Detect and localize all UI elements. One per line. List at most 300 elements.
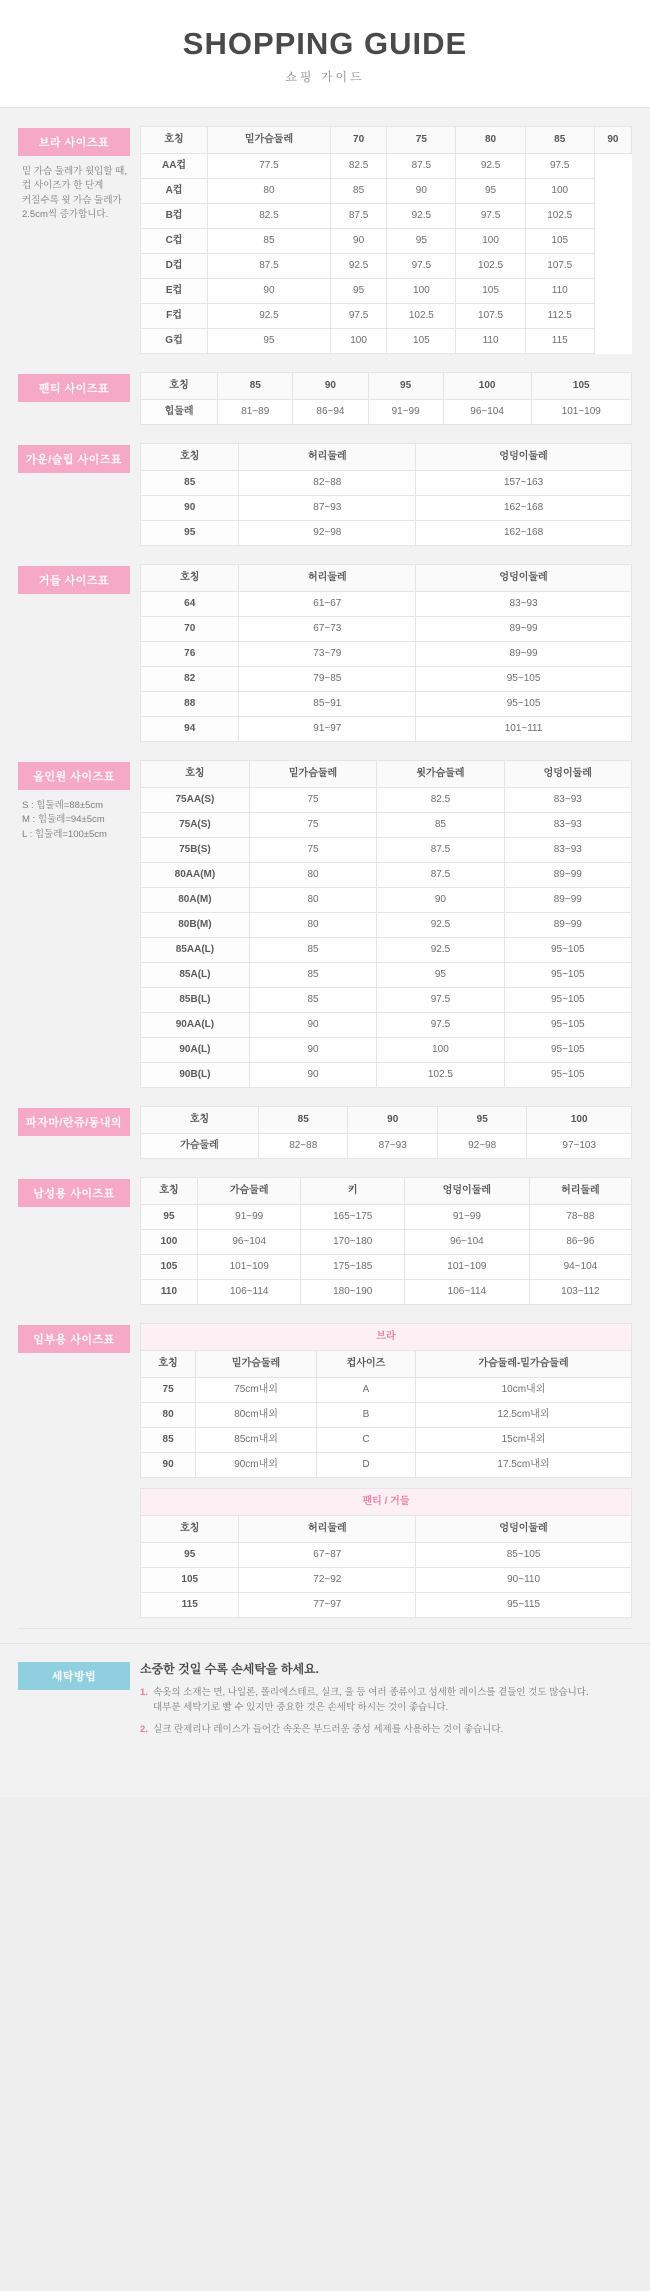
cell: 75A(S) [141, 813, 250, 838]
cell: 100 [525, 179, 594, 204]
cell: 105 [141, 1255, 198, 1280]
col-header: 호칭 [141, 1516, 239, 1543]
cell: 162~168 [416, 496, 632, 521]
cell: 90 [330, 229, 386, 254]
cell: 85 [249, 963, 376, 988]
cell: 75 [141, 1378, 196, 1403]
col-header: 90 [348, 1107, 437, 1134]
cell: 85 [208, 229, 331, 254]
section-label-wash: 세탁방법 [18, 1662, 130, 1690]
cell: 89~99 [504, 863, 631, 888]
cell: B컵 [141, 204, 208, 229]
cell: 95~105 [504, 988, 631, 1013]
cell: 90 [249, 1013, 376, 1038]
col-header: 밑가슴둘레 [196, 1351, 317, 1378]
col-header: 허리둘레 [239, 444, 416, 471]
col-header: 가슴둘레 [197, 1178, 301, 1205]
maternity-table-col [130, 1323, 632, 1618]
cell: 85 [141, 1428, 196, 1453]
cell: 77.5 [208, 154, 331, 179]
cell: 87~93 [239, 496, 416, 521]
cell: 97.5 [456, 204, 525, 229]
cell: 85~105 [416, 1543, 632, 1568]
col-header: 밑가슴둘레 [249, 761, 376, 788]
col-header: 70 [330, 127, 386, 154]
table-header-row [141, 1178, 632, 1205]
page-subtitle: 쇼핑 가이드 [285, 70, 365, 84]
section-pajama [0, 1098, 650, 1169]
bra-table-col [130, 126, 632, 354]
table-row [141, 788, 632, 813]
section-allinone [0, 752, 650, 1098]
men-table-col [130, 1177, 632, 1305]
bra-label-col [18, 126, 130, 222]
cell: 157~163 [416, 471, 632, 496]
table-row [141, 938, 632, 963]
col-header: 85 [218, 373, 293, 400]
cell: 101~109 [197, 1255, 301, 1280]
cell: 95 [141, 1205, 198, 1230]
section-men [0, 1169, 650, 1315]
cell: 83~93 [504, 813, 631, 838]
cell: 105 [387, 329, 456, 354]
cell: 107.5 [525, 254, 594, 279]
girdle-size-table [140, 564, 632, 742]
cell: E컵 [141, 279, 208, 304]
cell: 80AA(M) [141, 863, 250, 888]
page-title: SHOPPING GUIDE [182, 26, 468, 61]
cell: 87.5 [208, 254, 331, 279]
wash-item-line: 속옷의 소재는 면, 나일론, 폴리에스테르, 실크, 울 등 여러 종류이고 섬세한 레이스를 곁들인 것도 많습니다. [153, 1687, 589, 1698]
cell: 88 [141, 692, 239, 717]
col-header: 허리둘레 [529, 1178, 631, 1205]
panty-size-table [140, 372, 632, 425]
cell: 80 [249, 888, 376, 913]
table-row [141, 400, 632, 425]
section-wash [0, 1643, 650, 1767]
table-row [141, 229, 632, 254]
cell: 75cm내외 [196, 1378, 317, 1403]
cell: 86~94 [293, 400, 368, 425]
section-label-bra: 브라 사이즈표 [18, 128, 130, 156]
cell: 15cm내외 [415, 1428, 631, 1453]
cell: 80A(M) [141, 888, 250, 913]
cell: 17.5cm내외 [415, 1453, 631, 1478]
wash-item-line: 대부분 세탁기로 빨 수 있지만 중요한 것은 손세탁 하시는 것이 좋습니다. [153, 1702, 449, 1714]
col-header: 엉덩이둘레 [416, 565, 632, 592]
cell: 92.5 [377, 938, 504, 963]
cell: 91~99 [404, 1205, 529, 1230]
cell: 64 [141, 592, 239, 617]
cell: 90~110 [416, 1568, 632, 1593]
col-header: 호칭 [141, 127, 208, 154]
cell: 95 [208, 329, 331, 354]
cell: 170~180 [301, 1230, 405, 1255]
cell: 61~67 [239, 592, 416, 617]
table-row [141, 1453, 632, 1478]
cell: 90 [249, 1063, 376, 1088]
cell: 80 [249, 863, 376, 888]
girdle-table-body [141, 592, 632, 742]
table-row [141, 304, 632, 329]
cell: 85 [377, 813, 504, 838]
cell: 75AA(S) [141, 788, 250, 813]
col-header: 호칭 [141, 565, 239, 592]
cell: 106~114 [404, 1280, 529, 1305]
cell: 95~105 [504, 938, 631, 963]
cell: 94 [141, 717, 239, 742]
cell: 96~104 [197, 1230, 301, 1255]
cell: 90cm내외 [196, 1453, 317, 1478]
men-table-body [141, 1205, 632, 1305]
cell: 165~175 [301, 1205, 405, 1230]
col-header: 엉덩이둘레 [504, 761, 631, 788]
cell: 90 [141, 1453, 196, 1478]
men-label-col [18, 1177, 130, 1207]
cell: 가슴둘레 [141, 1134, 259, 1159]
cell: 91~99 [368, 400, 443, 425]
table-spacer [140, 1478, 632, 1488]
cell: 175~185 [301, 1255, 405, 1280]
cell: 101~109 [404, 1255, 529, 1280]
cell: 90 [249, 1038, 376, 1063]
col-header: 75 [387, 127, 456, 154]
col-header: 허리둘레 [239, 1516, 416, 1543]
cell: AA컵 [141, 154, 208, 179]
table-row [141, 617, 632, 642]
cell: F컵 [141, 304, 208, 329]
table-group-header-row [141, 1324, 632, 1351]
cell: 85 [330, 179, 386, 204]
bra-note-line-1: 밑 가슴 둘레가 윗입할 때, [22, 166, 127, 177]
table-row [141, 717, 632, 742]
cell: 90B(L) [141, 1063, 250, 1088]
table-header-row [141, 761, 632, 788]
cell: 80 [249, 913, 376, 938]
col-header: 100 [527, 1107, 632, 1134]
gown-table-col [130, 443, 632, 546]
allinone-table-body [141, 788, 632, 1088]
pajama-table-body [141, 1134, 632, 1159]
cell: 79~85 [239, 667, 416, 692]
table-row [141, 329, 632, 354]
cell: 95~115 [416, 1593, 632, 1618]
cell: 90 [377, 888, 504, 913]
cell: 82.5 [377, 788, 504, 813]
section-panty [0, 364, 650, 435]
cell: A [317, 1378, 416, 1403]
col-header: 밑가슴둘레 [208, 127, 331, 154]
col-header: 95 [368, 373, 443, 400]
cell: 105 [456, 279, 525, 304]
cell: 100 [141, 1230, 198, 1255]
cell: 95~105 [504, 963, 631, 988]
allinone-size-table [140, 760, 632, 1088]
cell: 76 [141, 642, 239, 667]
col-header: 호칭 [141, 1351, 196, 1378]
cell: 89~99 [504, 913, 631, 938]
table-row [141, 179, 632, 204]
table-header-row [141, 565, 632, 592]
table-row [141, 1038, 632, 1063]
cell: 106~114 [197, 1280, 301, 1305]
table-group-header-row [141, 1489, 632, 1516]
cell: 89~99 [504, 888, 631, 913]
cell: 95 [387, 229, 456, 254]
table-row [141, 838, 632, 863]
cell: 83~93 [416, 592, 632, 617]
section-maternity [0, 1315, 650, 1628]
allinone-table-col [130, 760, 632, 1088]
table-row [141, 154, 632, 179]
bra-note [18, 165, 130, 222]
gown-size-table [140, 443, 632, 546]
table-row [141, 1063, 632, 1088]
col-header: 90 [594, 127, 631, 154]
cell: 95 [456, 179, 525, 204]
cell: 75B(S) [141, 838, 250, 863]
cell: 95 [377, 963, 504, 988]
allinone-note [18, 799, 130, 842]
col-header: 호칭 [141, 761, 250, 788]
table-header-row [141, 1516, 632, 1543]
section-label-maternity: 임부용 사이즈표 [18, 1325, 130, 1353]
cell: 90 [141, 496, 239, 521]
wash-label-col [18, 1660, 130, 1690]
section-label-gown: 가운/슬립 사이즈표 [18, 445, 130, 473]
cell: 102.5 [387, 304, 456, 329]
cell: 91~99 [197, 1205, 301, 1230]
girdle-label-col [18, 564, 130, 594]
cell: 77~97 [239, 1593, 416, 1618]
table-row [141, 496, 632, 521]
table-row [141, 692, 632, 717]
cell: 83~93 [504, 788, 631, 813]
cell: 92.5 [387, 204, 456, 229]
section-label-men: 남성용 사이즈표 [18, 1179, 130, 1207]
cell: 102.5 [525, 204, 594, 229]
col-header: 85 [259, 1107, 348, 1134]
table-header-row [141, 127, 632, 154]
cell: 95 [141, 521, 239, 546]
cell: 85A(L) [141, 963, 250, 988]
cell: 87.5 [387, 154, 456, 179]
table-header-row [141, 1351, 632, 1378]
col-header: 80 [456, 127, 525, 154]
section-divider [18, 1628, 632, 1629]
cell: 101~111 [416, 717, 632, 742]
col-header: 키 [301, 1178, 405, 1205]
table-row [141, 1205, 632, 1230]
section-label-pajama: 파자마/란쥬/동내의 [18, 1108, 130, 1136]
wash-item-number: 2. [140, 1724, 148, 1736]
cell: 95~105 [504, 1013, 631, 1038]
table-row [141, 1403, 632, 1428]
bra-note-line-2: 컵 사이즈가 한 단계 [22, 180, 104, 192]
section-gown [0, 435, 650, 556]
wash-body [130, 1660, 632, 1745]
allinone-note-line-1: S : 힙둘레=88±5cm [22, 800, 104, 811]
cell: 95 [330, 279, 386, 304]
wash-item-text [153, 1685, 589, 1715]
col-header: 100 [443, 373, 531, 400]
cell: 92.5 [330, 254, 386, 279]
cell: 85 [249, 938, 376, 963]
allinone-note-line-3: L : 힙둘레=100±5cm [22, 828, 107, 840]
cell: C컵 [141, 229, 208, 254]
cell: 83~93 [504, 838, 631, 863]
cell: 82 [141, 667, 239, 692]
allinone-note-line-2: M : 힙둘레=94±5cm [22, 814, 105, 826]
cell: 75 [249, 788, 376, 813]
cell: 95~105 [416, 667, 632, 692]
group-header-panty-girdle: 팬티 / 거들 [141, 1489, 632, 1516]
cell: 92~98 [239, 521, 416, 546]
table-row [141, 963, 632, 988]
cell: 95~105 [416, 692, 632, 717]
wash-title: 소중한 것일 수록 손세탁을 하세요. [140, 1662, 319, 1676]
cell: 97.5 [387, 254, 456, 279]
table-header-row [141, 444, 632, 471]
cell: 85B(L) [141, 988, 250, 1013]
section-label-allinone: 올인원 사이즈표 [18, 762, 130, 790]
cell: 89~99 [416, 642, 632, 667]
cell: 12.5cm내외 [415, 1403, 631, 1428]
cell: 112.5 [525, 304, 594, 329]
cell: B [317, 1403, 416, 1428]
col-header: 허리둘레 [239, 565, 416, 592]
cell: 89~99 [416, 617, 632, 642]
cell: 102.5 [456, 254, 525, 279]
pajama-label-col [18, 1106, 130, 1136]
cell: 92~98 [437, 1134, 526, 1159]
cell: 94~104 [529, 1255, 631, 1280]
wash-item [140, 1722, 632, 1737]
table-row [141, 913, 632, 938]
col-header: 90 [293, 373, 368, 400]
cell: 75 [249, 813, 376, 838]
cell: 81~89 [218, 400, 293, 425]
cell: 72~92 [239, 1568, 416, 1593]
cell: 97~103 [527, 1134, 632, 1159]
cell: 73~79 [239, 642, 416, 667]
page-header [0, 0, 650, 108]
col-header: 컵사이즈 [317, 1351, 416, 1378]
men-size-table [140, 1177, 632, 1305]
cell: 80 [141, 1403, 196, 1428]
col-header: 호칭 [141, 1178, 198, 1205]
pajama-size-table [140, 1106, 632, 1159]
table-row [141, 1280, 632, 1305]
cell: 92.5 [377, 913, 504, 938]
section-girdle [0, 556, 650, 752]
cell: 180~190 [301, 1280, 405, 1305]
cell: 87.5 [330, 204, 386, 229]
cell: G컵 [141, 329, 208, 354]
col-header: 95 [437, 1107, 526, 1134]
cell: 115 [525, 329, 594, 354]
cell: 110 [525, 279, 594, 304]
cell: 100 [377, 1038, 504, 1063]
cell: 100 [330, 329, 386, 354]
cell: D [317, 1453, 416, 1478]
cell: 80cm내외 [196, 1403, 317, 1428]
table-row [141, 642, 632, 667]
maternity-panty-body [141, 1543, 632, 1618]
bra-note-line-4: 2.5cm씩 증가합니다. [22, 208, 109, 220]
cell: 85 [141, 471, 239, 496]
table-row [141, 1568, 632, 1593]
cell: 97.5 [377, 1013, 504, 1038]
cell: 82.5 [208, 204, 331, 229]
cell: 110 [141, 1280, 198, 1305]
panty-table-body [141, 400, 632, 425]
cell: D컵 [141, 254, 208, 279]
col-header: 호칭 [141, 444, 239, 471]
cell: 90A(L) [141, 1038, 250, 1063]
bra-size-table [140, 126, 632, 354]
cell: 75 [249, 838, 376, 863]
cell: 105 [525, 229, 594, 254]
cell: 105 [141, 1568, 239, 1593]
table-row [141, 1543, 632, 1568]
panty-label-col [18, 372, 130, 402]
cell: 90 [387, 179, 456, 204]
cell: 85cm내외 [196, 1428, 317, 1453]
col-header: 윗가슴둘레 [377, 761, 504, 788]
table-row [141, 813, 632, 838]
cell: 95~105 [504, 1038, 631, 1063]
cell: 10cm내외 [415, 1378, 631, 1403]
cell: 102.5 [377, 1063, 504, 1088]
cell: 95 [141, 1543, 239, 1568]
cell: 96~104 [443, 400, 531, 425]
cell: 115 [141, 1593, 239, 1618]
maternity-panty-table [140, 1488, 632, 1618]
cell: C [317, 1428, 416, 1453]
cell: 103~112 [529, 1280, 631, 1305]
gown-label-col [18, 443, 130, 473]
cell: A컵 [141, 179, 208, 204]
table-row [141, 279, 632, 304]
cell: 86~96 [529, 1230, 631, 1255]
cell: 91~97 [239, 717, 416, 742]
wash-item-number: 1. [140, 1687, 148, 1698]
cell: 82.5 [330, 154, 386, 179]
girdle-table-col [130, 564, 632, 742]
cell: 96~104 [404, 1230, 529, 1255]
maternity-bra-body [141, 1378, 632, 1478]
col-header: 호칭 [141, 1107, 259, 1134]
table-row [141, 1255, 632, 1280]
cell: 101~109 [531, 400, 631, 425]
cell: 82~88 [259, 1134, 348, 1159]
table-row [141, 988, 632, 1013]
col-header: 엉덩이둘레 [416, 1516, 632, 1543]
cell: 100 [387, 279, 456, 304]
wash-item [140, 1685, 632, 1715]
table-row [141, 888, 632, 913]
wash-item-line: 실크 란제리나 레이스가 들어간 속옷은 부드러운 중성 세제를 사용하는 것이 좋습니다. [153, 1724, 504, 1736]
cell: 162~168 [416, 521, 632, 546]
cell: 110 [456, 329, 525, 354]
table-row [141, 1134, 632, 1159]
col-header: 가슴둘레-밑가슴둘레 [415, 1351, 631, 1378]
pajama-table-col [130, 1106, 632, 1159]
table-header-row [141, 373, 632, 400]
gown-table-body [141, 471, 632, 546]
cell: 67~73 [239, 617, 416, 642]
